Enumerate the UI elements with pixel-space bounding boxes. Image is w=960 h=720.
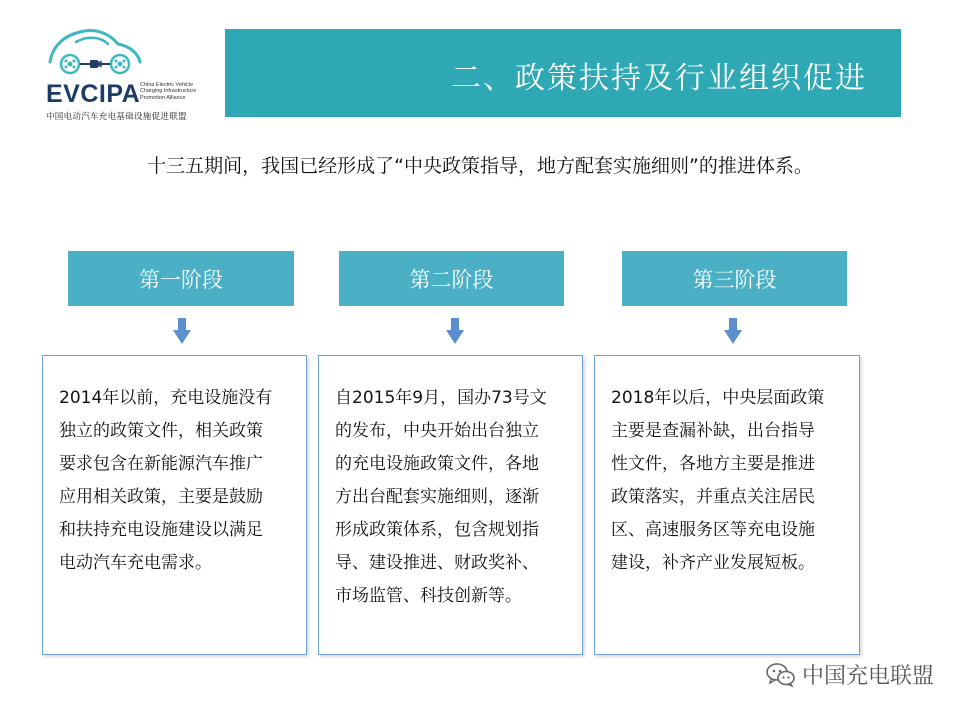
logo-english-line: China Electric Vehicle — [140, 82, 194, 88]
stage-2-title: 第二阶段 — [409, 267, 494, 292]
stage-1-header — [68, 251, 294, 306]
logo-english-line: Charging Infrastructure — [140, 88, 197, 95]
stage-2-line: 市场监管、科技创新等。 — [335, 586, 522, 606]
slide-title: 二、政策扶持及行业组织促进 — [451, 61, 867, 96]
logo-chinese-name: 中国电动汽车充电基础设施促进联盟 — [46, 112, 187, 122]
stage-2-line: 自2015年9月，国办73号文 — [335, 388, 547, 408]
down-arrow-icon — [446, 318, 464, 346]
stage-1-line: 要求包含在新能源汽车推广 — [59, 454, 263, 474]
watermark-text: 中国充电联盟 — [801, 664, 934, 689]
logo-wordmark: EVCIPA — [46, 80, 141, 108]
down-arrow-icon — [173, 318, 191, 346]
stage-2-header — [339, 251, 564, 306]
stage-3-line: 政策落实，并重点关注居民 — [611, 487, 815, 507]
stage-2-line: 的发布，中央开始出台独立 — [335, 421, 539, 441]
stage-2-line: 方出台配套实施细则，逐渐 — [335, 487, 539, 507]
stage-2-line: 导、建设推进、财政奖补、 — [335, 553, 539, 573]
stage-1-line: 独立的政策文件，相关政策 — [59, 421, 263, 441]
stage-1-line: 电动汽车充电需求。 — [59, 553, 212, 573]
stage-1-title: 第一阶段 — [139, 267, 223, 292]
stage-3-line: 性文件，各地方主要是推进 — [611, 454, 815, 474]
wechat-watermark — [766, 659, 934, 690]
stage-3-line: 2018年以后，中央层面政策 — [611, 388, 825, 408]
stage-2-line: 形成政策体系，包含规划指 — [335, 520, 539, 540]
down-arrow-icon — [724, 318, 742, 346]
stage-3-description-box — [594, 355, 860, 655]
stage-1-line: 2014年以前，充电设施没有 — [59, 388, 273, 408]
wechat-icon — [766, 662, 796, 688]
stage-3-line: 建设，补齐产业发展短板。 — [611, 553, 815, 573]
logo-english-line: Promotion Alliance — [140, 94, 186, 101]
stage-3-header — [622, 251, 847, 306]
slide-subtitle: 十三五期间，我国已经形成了“中央政策指导，地方配套实施细则”的推进体系。 — [147, 155, 813, 177]
car-plug-logo-icon — [46, 24, 146, 80]
stage-1-line: 应用相关政策，主要是鼓励 — [59, 487, 263, 507]
stage-3-line: 主要是查漏补缺，出台指导 — [611, 421, 815, 441]
title-banner — [225, 29, 901, 117]
evcipa-logo — [44, 24, 214, 124]
stage-3-title: 第三阶段 — [692, 267, 777, 292]
stage-3-line: 区、高速服务区等充电设施 — [611, 520, 815, 540]
stage-2-description-box — [318, 355, 583, 655]
stage-1-description-box — [42, 355, 307, 655]
stage-1-line: 和扶持充电设施建设以满足 — [59, 520, 263, 540]
stage-2-line: 的充电设施政策文件，各地 — [335, 454, 539, 474]
